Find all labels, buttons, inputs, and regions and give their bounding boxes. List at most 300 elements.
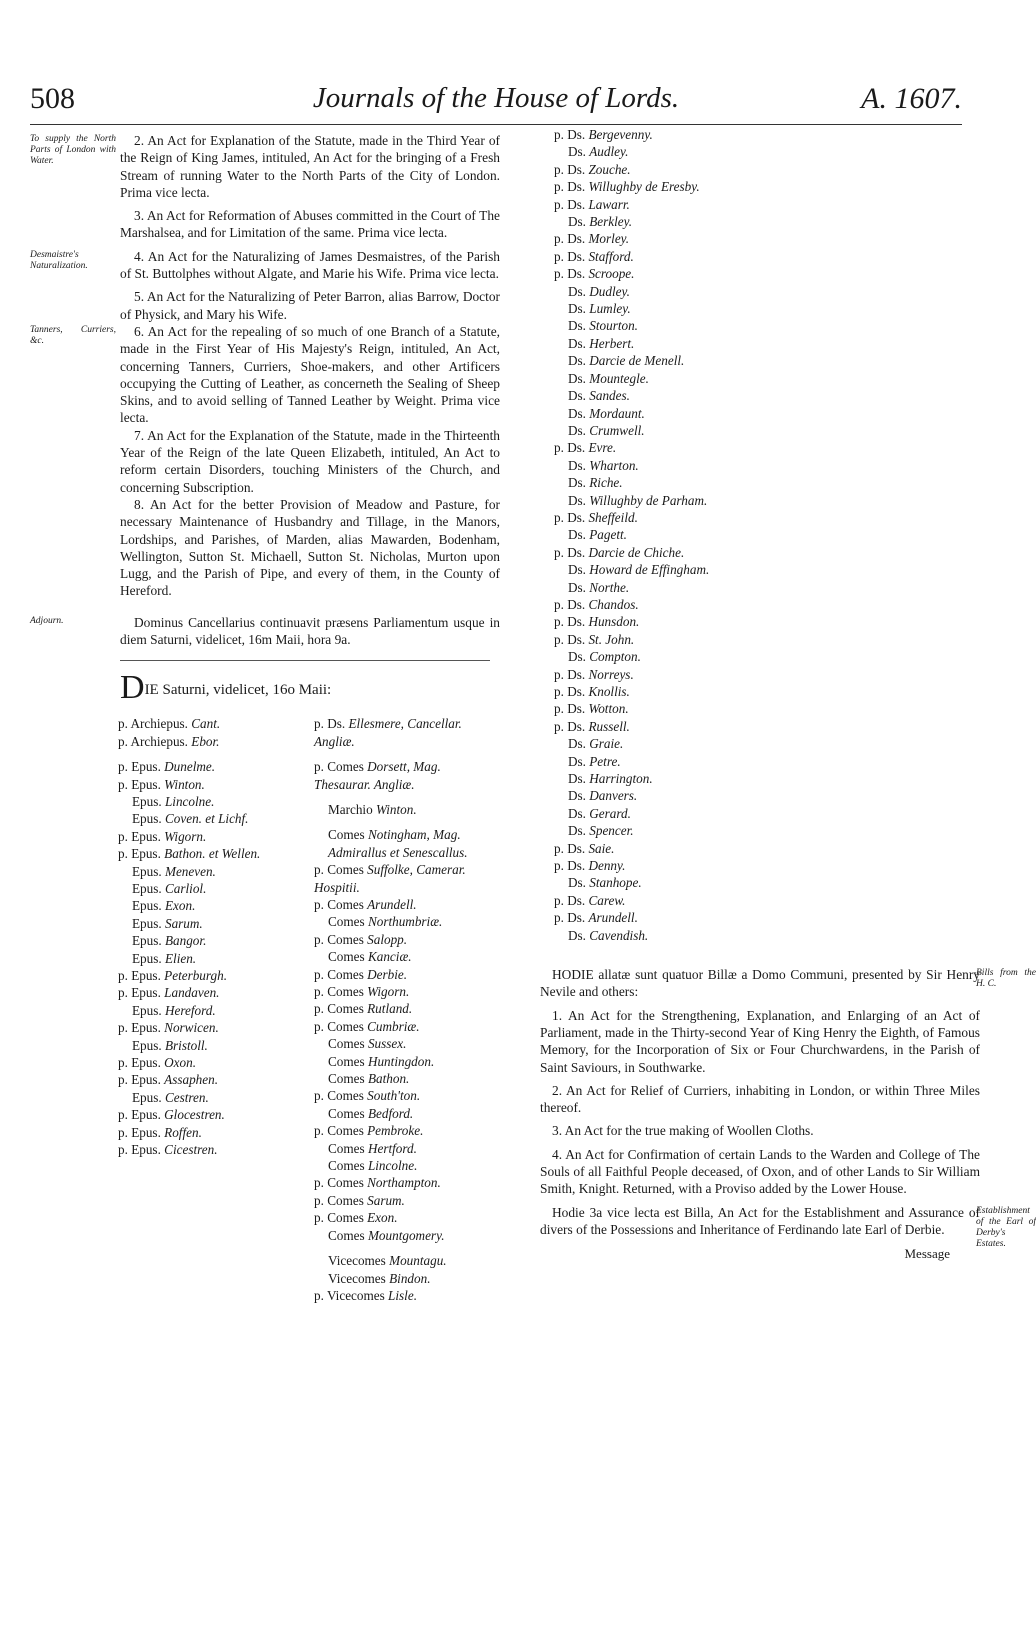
lord-entry [554, 683, 980, 700]
lords-column-barons [554, 126, 980, 944]
lord-name: Landaven. [164, 985, 220, 1001]
lord-title: Comes [327, 966, 368, 982]
lord-entry [554, 666, 980, 683]
lord-entry [118, 932, 308, 949]
lord-entry [554, 387, 980, 404]
lord-title: Comes [328, 949, 368, 965]
lord-entry [118, 1106, 308, 1123]
lord-title: Ds. [567, 127, 589, 142]
lord-title: Ds. [568, 771, 590, 787]
bill-3-entry [540, 1122, 980, 1139]
present-mark: p. [554, 718, 568, 734]
lord-title: Epus. [131, 1055, 165, 1071]
lord-name: Dudley. [589, 283, 630, 299]
lord-entry [314, 1053, 494, 1070]
lord-title: Epus. [131, 1107, 165, 1123]
lord-entry [118, 758, 308, 775]
lord-entry [554, 648, 980, 665]
present-mark: p. [118, 968, 132, 983]
lord-name: Arundell. [367, 896, 417, 912]
lord-title: Ds. [568, 736, 590, 752]
lord-entry [314, 1227, 494, 1244]
lord-entry [554, 283, 980, 300]
lord-name: Rutland. [367, 1001, 413, 1017]
lords-column-temporal [314, 715, 494, 1304]
section-rule [120, 660, 490, 661]
lord-name: Berkley. [589, 214, 633, 230]
lord-entry [554, 718, 980, 735]
lord-name: Bergevenny. [588, 127, 653, 142]
lord-title: Ds. [567, 684, 589, 699]
entry-text: 3. An Act for Reformation of Abuses committed in the Court of The Marshalsea, and for Limitation of the same. Prima vice lecta. [120, 208, 500, 241]
lord-name: Norreys. [588, 666, 634, 682]
lord-title: Comes [328, 1053, 368, 1069]
bills-brought-entry [540, 966, 1036, 1001]
present-mark: p. [314, 1287, 327, 1303]
lord-title: Epus. [132, 880, 165, 896]
lord-name: Sarum. [367, 1192, 405, 1208]
lords-column-spiritual [118, 715, 308, 1158]
lord-title: Epus. [131, 846, 165, 862]
lord-name: Hunsdon. [588, 614, 640, 630]
present-mark: p. [554, 196, 568, 212]
lord-entry [314, 966, 494, 983]
lord-name: Saie. [588, 840, 615, 856]
lord-title: Comes [328, 1158, 368, 1174]
lord-title: Ds. [567, 161, 589, 177]
lord-title: Ds. [567, 509, 589, 525]
lord-name: Wigorn. [164, 828, 207, 844]
lord-name: Herbert. [589, 335, 635, 351]
lord-title: Archiepus. [130, 716, 192, 732]
lord-name: Chandos. [588, 596, 639, 612]
lord-name: Ebor. [191, 733, 220, 749]
lord-entry [118, 776, 308, 793]
lord-name: Peterburgh. [164, 968, 228, 983]
lord-entry [554, 561, 980, 578]
present-mark: p. [118, 716, 131, 732]
lord-title: Comes [327, 1123, 368, 1139]
lord-entry [314, 1018, 494, 1035]
lord-name: Cestren. [164, 1089, 209, 1105]
lord-name: Derbie. [367, 966, 408, 982]
lord-entry [554, 370, 980, 387]
lord-title: Ds. [567, 196, 589, 212]
lord-entry [554, 335, 980, 352]
lord-name: Meneven. [164, 863, 216, 879]
lord-name: Hertford. [367, 1140, 417, 1156]
lord-title: Ds. [568, 457, 590, 473]
lord-name: Knollis. [588, 684, 630, 699]
lord-title: Ds. [568, 475, 590, 491]
lord-name: Mountegle. [589, 370, 649, 386]
lord-title: Ds. [567, 631, 589, 647]
lord-title: Archiepus. [130, 733, 192, 749]
lord-entry [554, 526, 980, 543]
lord-title: Comes [328, 1105, 368, 1121]
lord-name: Arundell. [588, 910, 638, 926]
present-mark: p. [554, 544, 568, 560]
lord-entry [118, 733, 308, 750]
lord-title: Ds. [568, 283, 590, 299]
lord-name: Glocestren. [164, 1107, 225, 1123]
margin-note: Establishment of the Earl of Derby's Estates. [976, 1205, 1036, 1249]
present-mark: p. [118, 1020, 132, 1036]
running-title: Journals of the House of Lords. [312, 82, 680, 114]
present-mark: p. [314, 1001, 328, 1017]
lord-entry [554, 927, 980, 944]
adjourn-entry [30, 614, 500, 649]
lord-title: Ds. [567, 701, 589, 717]
lord-name: Darcie de Menell. [589, 353, 685, 369]
present-mark: p. [118, 1107, 132, 1123]
lord-title: Epus. [131, 759, 165, 775]
present-mark: p. [314, 1175, 328, 1191]
lord-entry [554, 753, 980, 770]
lord-entry [554, 840, 980, 857]
lord-name: Riche. [589, 475, 623, 491]
lord-entry [314, 1270, 494, 1287]
present-mark: p. [554, 127, 568, 142]
lord-name: Compton. [589, 649, 641, 665]
lord-entry [314, 1157, 494, 1174]
lord-entry [554, 352, 980, 369]
margin-note: To supply the North Parts of London with Water. [30, 134, 116, 166]
entry-text: 7. An Act for the Explanation of the Statute, made in the Thirteenth Year of the Reign of the late Queen Elizabeth, intituled, An Act to reform certain Disorders, touching Ministers of the Church, and concerning Subscription. [120, 427, 500, 495]
lord-title: Epus. [132, 1037, 165, 1053]
lord-title: Comes [328, 914, 368, 930]
present-mark: p. [554, 248, 568, 264]
lord-name: Notingham, Mag. Admirallus et Senescallus. [328, 827, 468, 860]
lord-name: Petre. [589, 753, 621, 769]
lord-title: Ds. [568, 422, 590, 438]
lord-name: Hereford. [164, 1002, 216, 1018]
lord-name: Zouche. [588, 161, 631, 177]
derby-bill-entry [540, 1204, 1036, 1249]
lord-entry [314, 1192, 494, 1209]
lord-entry [314, 896, 494, 913]
lord-entry [314, 1105, 494, 1122]
lord-name: Gerard. [589, 805, 631, 821]
lord-title: Epus. [131, 776, 165, 792]
lord-entry [554, 178, 980, 195]
lord-title: Comes [327, 759, 368, 775]
right-column [540, 126, 1036, 1262]
lord-title: Vicecomes [328, 1253, 390, 1269]
lord-entry [554, 126, 980, 143]
lord-title: Ds. [567, 231, 589, 247]
entry-text: 4. An Act for the Naturalizing of James Desmaistres, of the Parish of St. Buttolphes without Algate, and Marie his Wife. Prima vice lecta. [120, 248, 500, 282]
lord-title: Ds. [568, 388, 590, 404]
page-header [30, 82, 962, 122]
present-mark: p. [118, 1142, 132, 1158]
lord-entry [554, 422, 980, 439]
lord-entry [554, 770, 980, 787]
entry-text: 5. An Act for the Naturalizing of Peter Barron, alias Barrow, Doctor of Physick, and Mary his Wife. [120, 289, 500, 322]
lord-entry [554, 405, 980, 422]
present-mark: p. [118, 846, 132, 862]
lord-name: Wotton. [588, 701, 629, 717]
lord-entry [554, 492, 980, 509]
lord-entry [554, 161, 980, 178]
lord-name: Audley. [589, 144, 629, 160]
lord-title: Epus. [131, 1020, 165, 1036]
lord-title: Ds. [568, 927, 590, 943]
lord-title: Ds. [567, 858, 589, 874]
lord-name: Bathon. [367, 1071, 410, 1087]
lord-entry [118, 863, 308, 880]
present-mark: p. [554, 910, 568, 926]
present-mark: p. [118, 828, 132, 844]
lord-title: Ds. [567, 544, 589, 560]
present-mark: p. [314, 1192, 328, 1208]
right-entries [540, 966, 1036, 1262]
lord-name: Northampton. [367, 1175, 441, 1191]
lord-title: Ds. [327, 716, 349, 732]
lord-entry [314, 758, 494, 793]
lord-entry [554, 474, 980, 491]
lord-entry [314, 931, 494, 948]
present-mark: p. [554, 666, 568, 682]
lord-entry [314, 1000, 494, 1017]
lord-title: Ds. [568, 753, 590, 769]
lord-name: Evre. [588, 440, 617, 456]
lord-title: Ds. [568, 492, 590, 508]
lord-name: Danvers. [589, 788, 638, 804]
lord-entry [554, 457, 980, 474]
lord-name: Bedford. [367, 1105, 414, 1121]
lord-entry [118, 880, 308, 897]
lord-entry [118, 1071, 308, 1088]
lord-name: Lawarr. [588, 196, 630, 212]
present-mark: p. [554, 631, 568, 647]
lord-name: Lumley. [589, 301, 631, 317]
lord-title: Ds. [568, 875, 590, 891]
lord-title: Comes [327, 896, 368, 912]
lord-name: Stanhope. [589, 875, 642, 891]
left-column [30, 126, 500, 1303]
lord-title: Ds. [567, 179, 589, 195]
lord-name: Darcie de Chiche. [588, 544, 685, 560]
lord-entry [118, 828, 308, 845]
lord-title: Ds. [568, 579, 590, 595]
lord-name: Suffolke, Camerar. Hospitii. [314, 862, 466, 895]
present-mark: p. [554, 892, 568, 908]
lord-entry [554, 700, 980, 717]
lord-entry [554, 317, 980, 334]
lord-entry [118, 1002, 308, 1019]
lord-name: Winton. [375, 801, 417, 817]
lord-title: Comes [328, 1071, 368, 1087]
present-mark: p. [554, 701, 568, 717]
lord-name: Dorsett, Mag. Thesaurar. Angliæ. [314, 759, 441, 792]
present-mark: p. [554, 596, 568, 612]
lord-entry [118, 1037, 308, 1054]
lord-name: Scroope. [588, 266, 635, 282]
lord-title: Epus. [132, 863, 165, 879]
lord-title: Ds. [568, 214, 590, 230]
present-mark: p. [118, 733, 131, 749]
lord-title: Ds. [568, 144, 590, 160]
present-mark: p. [314, 716, 328, 732]
present-mark: p. [118, 1124, 132, 1140]
lord-title: Epus. [131, 1072, 165, 1088]
lord-title: Ds. [568, 823, 590, 839]
lord-name: Cant. [191, 716, 221, 732]
lord-name: Russell. [588, 718, 630, 734]
lord-entry [118, 915, 308, 932]
lord-title: Ds. [567, 596, 589, 612]
lord-title: Ds. [568, 318, 590, 334]
page-number: 508 [30, 82, 75, 115]
present-mark: p. [314, 931, 328, 947]
entry-text: 4. An Act for Confirmation of certain Lands to the Warden and College of The Souls of all Faithful People deceased, of Oxon, and of other Lands to Sir William Smith, Knight. Returned, with a Proviso added by the Lower House. [540, 1146, 980, 1197]
lord-title: Comes [328, 1140, 368, 1156]
lord-entry [314, 1252, 494, 1269]
lord-name: Howard de Effingham. [589, 562, 710, 578]
lord-title: Ds. [567, 910, 589, 926]
lord-name: Harrington. [589, 771, 653, 787]
lord-name: Lisle. [388, 1287, 417, 1303]
lord-title: Epus. [132, 1089, 165, 1105]
entry-6 [30, 323, 500, 427]
entry-text: 2. An Act for Explanation of the Statute, made in the Third Year of the Reign of King James, intituled, An Act for the bringing of a Fresh Stream of running Water to the North Parts of the City of London. Prima vice lecta. [120, 133, 500, 200]
lord-title: Epus. [132, 933, 165, 949]
lord-title: Ds. [567, 614, 589, 630]
lord-entry [314, 1209, 494, 1226]
lord-name: Bristoll. [164, 1037, 208, 1053]
lord-title: Comes [327, 931, 368, 947]
lord-title: Ds. [568, 301, 590, 317]
lord-title: Comes [327, 1001, 368, 1017]
entry-text: 6. An Act for the repealing of so much of one Branch of a Statute, made in the First Year of His Majesty's Reign, intituled, An Act, concerning Tanners, Curriers, Shoe-makers, and other Artificers occupying the Cutting of Leather, as concerneth the Sealing of Sheep Skins, and to avoid selling of Tanned Leather by Weight. Prima vice lecta. [120, 323, 500, 426]
lord-title: Epus. [132, 915, 165, 931]
present-mark: p. [314, 759, 328, 775]
lord-name: Willughby de Eresby. [588, 179, 700, 195]
lord-name: Sandes. [589, 388, 630, 404]
lord-title: Epus. [132, 793, 165, 809]
lord-entry [554, 892, 980, 909]
present-mark: p. [118, 759, 132, 775]
lord-title: Epus. [132, 898, 165, 914]
lord-entry [314, 861, 494, 896]
lord-title: Epus. [132, 811, 165, 827]
lord-title: Ds. [567, 266, 589, 282]
present-mark: p. [554, 840, 568, 856]
lord-entry [118, 793, 308, 810]
lord-entry [118, 715, 308, 732]
lord-entry [554, 196, 980, 213]
lord-name: Stafford. [588, 248, 634, 264]
lord-title: Marchio [328, 801, 376, 817]
lord-title: Ds. [567, 892, 589, 908]
entry-text: 2. An Act for Relief of Curriers, inhabiting in London, or within Three Miles thereof. [540, 1082, 980, 1116]
present-mark: p. [314, 1018, 328, 1034]
lord-entry [554, 787, 980, 804]
lord-title: Comes [327, 1210, 368, 1226]
lord-name: Exon. [164, 898, 196, 914]
lord-name: Sarum. [164, 915, 203, 931]
present-mark: p. [118, 776, 132, 792]
session-heading [120, 669, 500, 707]
present-mark: p. [118, 1072, 132, 1088]
lord-title: Ds. [568, 805, 590, 821]
lord-name: Stourton. [589, 318, 638, 334]
lord-entry [314, 1070, 494, 1087]
lord-entry [554, 300, 980, 317]
page-year: A. 1607. [861, 82, 962, 115]
lord-entry [314, 1287, 494, 1304]
lord-entry [118, 1141, 308, 1158]
lord-name: Dunelme. [164, 759, 216, 775]
lord-entry [554, 735, 980, 752]
entry-text: HODIE allatæ sunt quatuor Billæ a Domo Communi, presented by Sir Henry Nevile and others: [540, 967, 980, 1000]
lord-entry [118, 967, 308, 984]
lord-name: Wigorn. [367, 984, 410, 999]
lord-title: Comes [327, 862, 368, 878]
present-mark: p. [118, 1055, 132, 1071]
lord-entry [554, 596, 980, 613]
present-mark: p. [554, 614, 568, 630]
lord-title: Ds. [567, 440, 589, 456]
drop-cap: D [120, 669, 145, 707]
entry-8 [120, 496, 500, 600]
entry-text: 1. An Act for the Strengthening, Explanation, and Enlarging of an Act of Parliament, made in the Thirty-second Year of King Henry the Eighth, of Famous Memory, for the Incorporation of Six or Four Churchwardens, in the Parish of Saint Saviours, in Southwarke. [540, 1007, 980, 1075]
lord-entry [314, 715, 494, 750]
lord-name: Bangor. [164, 933, 207, 949]
header-rule [30, 124, 962, 125]
lord-name: Lincolne. [367, 1158, 418, 1174]
lord-title: Ds. [568, 370, 590, 386]
bill-1-entry [540, 1007, 980, 1076]
lord-entry [554, 613, 980, 630]
present-mark: p. [314, 1210, 328, 1226]
lord-name: Norwicen. [164, 1020, 219, 1036]
lord-name: Spencer. [589, 823, 634, 839]
present-mark: p. [554, 684, 568, 699]
margin-note: Tanners, Curriers, &c. [30, 324, 116, 346]
lord-entry [118, 1124, 308, 1141]
entry-7 [120, 427, 500, 496]
present-mark: p. [554, 266, 568, 282]
lord-title: Comes [328, 1036, 368, 1052]
lord-entry [314, 1174, 494, 1191]
present-mark: p. [554, 161, 568, 177]
lord-name: Mordaunt. [589, 405, 645, 421]
lord-title: Ds. [568, 788, 590, 804]
lord-title: Epus. [132, 1002, 165, 1018]
lord-entry [554, 909, 980, 926]
lord-name: Crumwell. [589, 422, 645, 438]
entry-4 [30, 248, 500, 283]
lord-title: Ds. [568, 649, 590, 665]
entry-text: 8. An Act for the better Provision of Meadow and Pasture, for necessary Maintenance of Husbandry and Tillage, in the Manors, Lordships, and Parishes, of Marden, alias Mawarden, Bodenham, Wellington, Sutton St. Michaell, Sutton St. Nicholas, Murton upon Lugg, and the Parish of Pipe, and every of them, in the County of Hereford. [120, 496, 500, 599]
present-mark: p. [314, 966, 328, 982]
entry-2 [30, 132, 500, 201]
lord-title: Ds. [568, 335, 590, 351]
lord-entry [118, 950, 308, 967]
lord-entry [554, 874, 980, 891]
lord-title: Comes [327, 1192, 368, 1208]
lord-title: Ds. [568, 353, 590, 369]
present-mark: p. [314, 1088, 328, 1104]
lord-name: Denny. [588, 858, 626, 874]
present-mark: p. [554, 509, 568, 525]
lord-title: Vicecomes [326, 1287, 389, 1303]
lord-title: Ds. [567, 840, 589, 856]
lord-title: Epus. [131, 968, 165, 983]
present-mark: p. [314, 1123, 328, 1139]
